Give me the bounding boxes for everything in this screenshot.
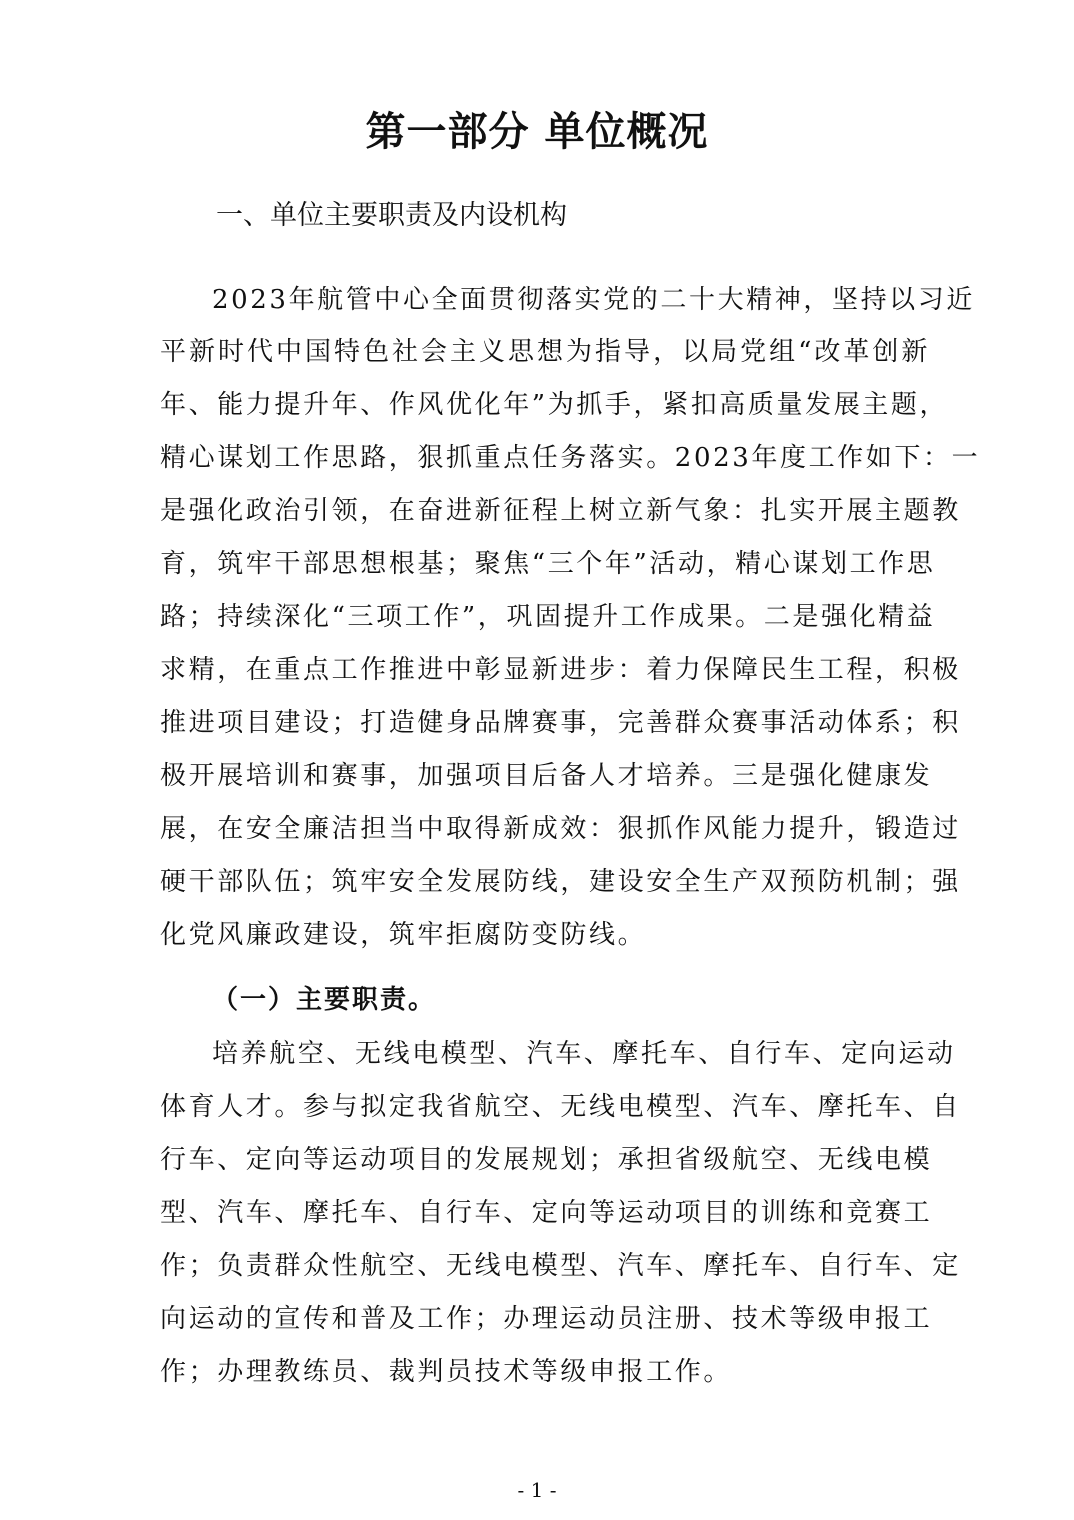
paragraph-line: 平新时代中国特色社会主义思想为指导，以局党组“改革创新: [160, 337, 930, 367]
section-heading: 一、单位主要职责及内设机构: [216, 200, 567, 231]
paragraph-line: 年、能力提升年、作风优化年”为抓手，紧扣高质量发展主题，: [160, 390, 949, 420]
paragraph-line: 培养航空、无线电模型、汽车、摩托车、自行车、定向运动: [212, 1039, 956, 1069]
page-title: 第一部分 单位概况: [365, 108, 709, 155]
subsection-heading: （一）主要职责。: [212, 985, 437, 1015]
paragraph-line: 体育人才。参与拟定我省航空、无线电模型、汽车、摩托车、自: [160, 1092, 961, 1122]
paragraph-line: 化党风廉政建设，筑牢拒腐防变防线。: [160, 920, 647, 950]
paragraph-line: 精心谋划工作思路，狠抓重点任务落实。2023年度工作如下：一: [160, 443, 981, 473]
paragraph-line: 作；办理教练员、裁判员技术等级申报工作。: [160, 1357, 733, 1387]
paragraph-line: 作；负责群众性航空、无线电模型、汽车、摩托车、自行车、定: [160, 1251, 961, 1281]
paragraph-line: 是强化政治引领，在奋进新征程上树立新气象：扎实开展主题教: [160, 496, 961, 526]
paragraph-line: 硬干部队伍；筑牢安全发展防线，建设安全生产双预防机制；强: [160, 867, 961, 897]
paragraph-line: 推进项目建设；打造健身品牌赛事，完善群众赛事活动体系；积: [160, 708, 961, 738]
paragraph-line: 2023年航管中心全面贯彻落实党的二十大精神，坚持以习近: [212, 285, 975, 315]
paragraph-line: 极开展培训和赛事，加强项目后备人才培养。三是强化健康发: [160, 761, 933, 791]
paragraph-line: 育，筑牢干部思想根基；聚焦“三个年”活动，精心谋划工作思: [160, 549, 936, 579]
paragraph-line: 向运动的宣传和普及工作；办理运动员注册、技术等级申报工: [160, 1304, 933, 1334]
paragraph-line: 展，在安全廉洁担当中取得新成效：狠抓作风能力提升，锻造过: [160, 814, 961, 844]
paragraph-line: 路；持续深化“三项工作”，巩固提升工作成果。二是强化精益: [160, 602, 936, 632]
paragraph-line: 型、汽车、摩托车、自行车、定向等运动项目的训练和竞赛工: [160, 1198, 933, 1228]
paragraph-line: 求精，在重点工作推进中彰显新进步：着力保障民生工程，积极: [160, 655, 961, 685]
page-number: - 1 -: [517, 1478, 557, 1502]
paragraph-line: 行车、定向等运动项目的发展规划；承担省级航空、无线电模: [160, 1145, 933, 1175]
